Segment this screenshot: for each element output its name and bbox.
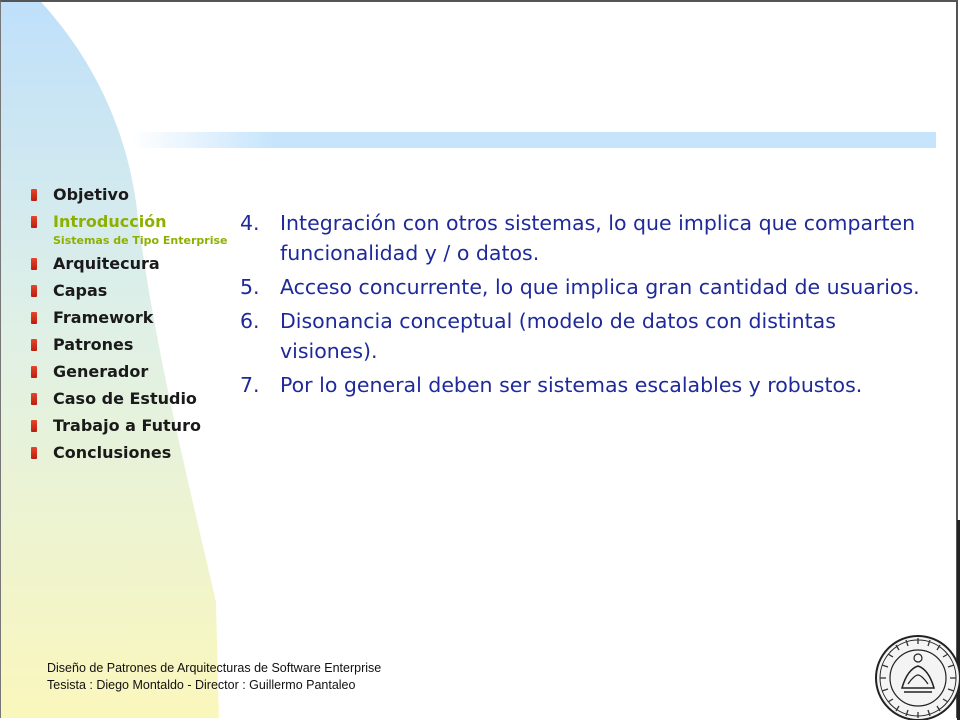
bullet-icon bbox=[31, 339, 37, 351]
nav-item-label: Patrones bbox=[53, 335, 134, 354]
nav-item-generador[interactable] bbox=[28, 362, 243, 389]
nav-item-objetivo[interactable] bbox=[28, 185, 243, 212]
content-item bbox=[240, 370, 930, 400]
item-text: Acceso concurrente, lo que implica gran cantidad de usuarios. bbox=[280, 275, 920, 299]
nav-subitem-sistemas-enterprise[interactable]: Sistemas de Tipo Enterprise bbox=[53, 234, 228, 247]
nav-item-label: Generador bbox=[53, 362, 149, 381]
nav-item-capas[interactable] bbox=[28, 281, 243, 308]
bullet-icon bbox=[31, 366, 37, 378]
header-bar bbox=[131, 132, 936, 148]
nav-item-arquitecura[interactable] bbox=[28, 254, 243, 281]
item-number: 7. bbox=[240, 373, 260, 397]
footer-credits: Tesista : Diego Montaldo - Director : Guillermo Pantaleo bbox=[47, 678, 356, 692]
item-text: Integración con otros sistemas, lo que implica que comparten funcionalidad y / o datos. bbox=[280, 211, 916, 265]
nav-item-conclusiones[interactable] bbox=[28, 443, 243, 470]
nav-item-label: Conclusiones bbox=[53, 443, 172, 462]
nav-item-label: Introducción bbox=[53, 212, 167, 231]
nav-item-caso-de-estudio[interactable] bbox=[28, 389, 243, 416]
bullet-icon bbox=[31, 447, 37, 459]
slide-content bbox=[240, 208, 930, 404]
sidebar-nav bbox=[28, 185, 243, 470]
university-seal-icon bbox=[868, 628, 960, 720]
content-item bbox=[240, 208, 930, 268]
nav-item-label: Trabajo a Futuro bbox=[53, 416, 201, 435]
bullet-icon bbox=[31, 420, 37, 432]
nav-item-label: Framework bbox=[53, 308, 154, 327]
item-number: 4. bbox=[240, 211, 260, 235]
nav-item-trabajo-a-futuro[interactable] bbox=[28, 416, 243, 443]
item-number: 6. bbox=[240, 309, 260, 333]
footer-title: Diseño de Patrones de Arquitecturas de Software Enterprise bbox=[47, 661, 382, 675]
nav-item-label: Caso de Estudio bbox=[53, 389, 197, 408]
item-text: Disonancia conceptual (modelo de datos con distintas visiones). bbox=[280, 309, 836, 363]
content-item bbox=[240, 272, 930, 302]
bullet-icon bbox=[31, 189, 37, 201]
nav-item-patrones[interactable] bbox=[28, 335, 243, 362]
item-number: 5. bbox=[240, 275, 260, 299]
bullet-icon bbox=[31, 258, 37, 270]
nav-item-label: Arquitecura bbox=[53, 254, 160, 273]
nav-item-label: Objetivo bbox=[53, 185, 129, 204]
bullet-icon bbox=[31, 393, 37, 405]
bullet-icon bbox=[31, 216, 37, 228]
bullet-icon bbox=[31, 312, 37, 324]
content-item bbox=[240, 306, 930, 366]
nav-item-framework[interactable] bbox=[28, 308, 243, 335]
footer bbox=[47, 660, 381, 694]
bullet-icon bbox=[31, 285, 37, 297]
item-text: Por lo general deben ser sistemas escalables y robustos. bbox=[280, 373, 863, 397]
nav-item-introduccion[interactable] bbox=[28, 212, 243, 239]
nav-item-label: Capas bbox=[53, 281, 108, 300]
